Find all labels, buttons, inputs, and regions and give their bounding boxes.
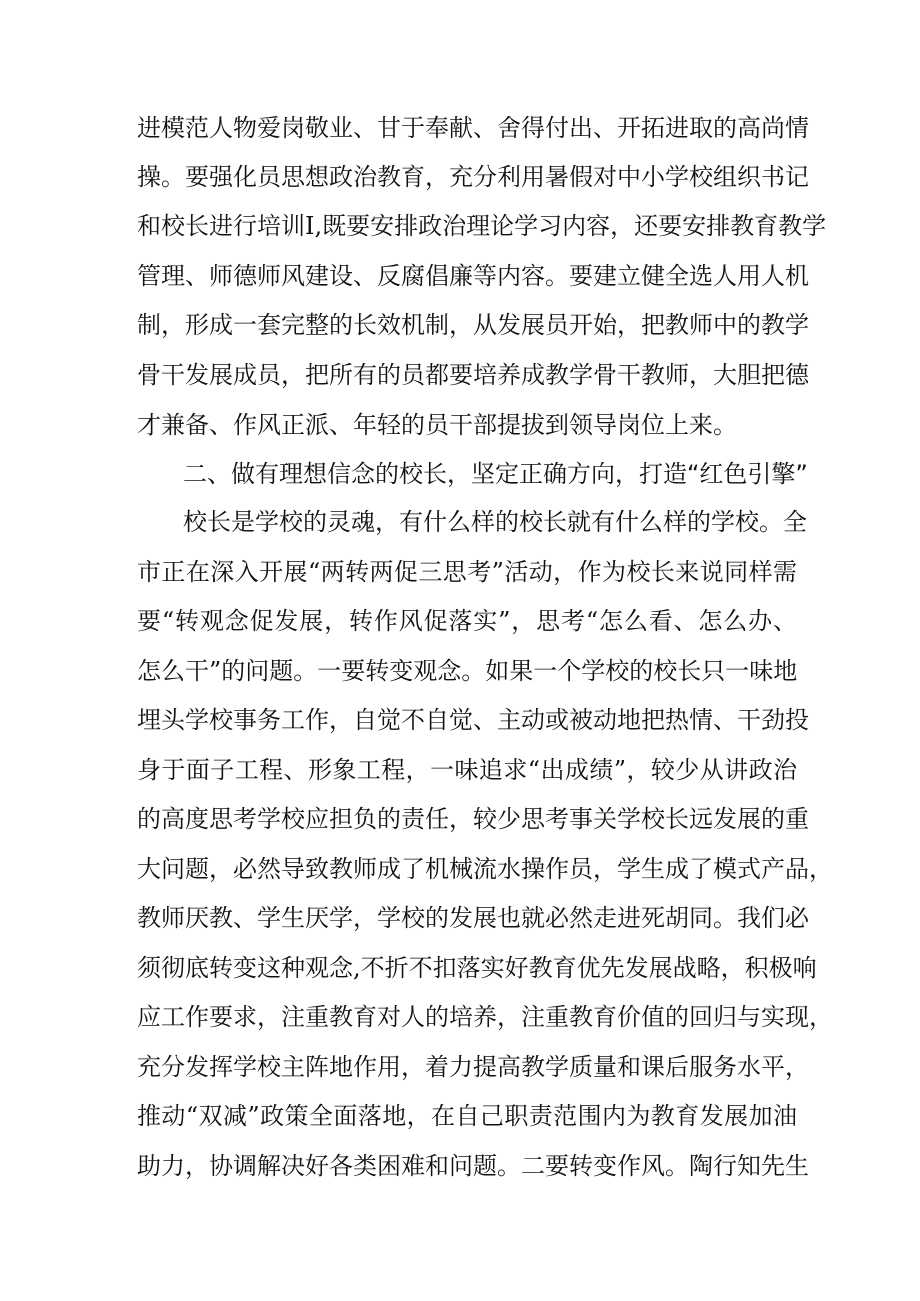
paragraph-2-line-4: 怎么干”的问题。一要转变观念。如果一个学校的校长只一味地 (137, 657, 798, 685)
section-heading: 二、做有理想信念的校长，坚定正确方向，打造“红色引擎” (183, 460, 808, 488)
paragraph-2-line-3: 要“转观念促发展，转作风促落实”，思考“怎么看、怎么办、 (137, 607, 797, 635)
paragraph-2-line-2: 市正在深入开展“两转两促三思考”活动，作为校长来说同样需 (137, 558, 797, 586)
paragraph-2-line-14: 助力，协调解决好各类困难和问题。二要转变作风。陶行知先生 (137, 1152, 809, 1180)
paragraph-1-line-1: 进模范人物爱岗敬业、甘于奉献、舍得付出、开拓进取的高尚情 (137, 114, 809, 142)
paragraph-1-line-4: 管理、师德师风建设、反腐倡廉等内容。要建立健全选人用人机 (137, 262, 809, 290)
paragraph-2-line-9: 教师厌教、学生厌学，学校的发展也就必然走进死胡同。我们必 (137, 904, 809, 932)
paragraph-1-line-7: 才兼备、作风正派、年轻的员干部提拔到领导岗位上来。 (137, 411, 737, 439)
paragraph-2-line-11: 应工作要求，注重教育对人的培养，注重教育价值的回归与实现， (137, 1003, 833, 1031)
paragraph-2-line-12: 充分发挥学校主阵地作用，着力提高教学质量和课后服务水平， (137, 1053, 809, 1081)
paragraph-1-line-3: 和校长进行培训I,既要安排政治理论学习内容，还要安排教育教学 (137, 212, 827, 240)
paragraph-2-line-7: 的高度思考学校应担负的责任，较少思考事关学校长远发展的重 (137, 805, 809, 833)
paragraph-2-line-6: 身于面子工程、形象工程，一味追求“出成绩”，较少从讲政治 (137, 756, 797, 784)
paragraph-1-line-6: 骨干发展成员，把所有的员都要培养成教学骨干教师，大胆把德 (137, 361, 809, 389)
paragraph-2-line-1: 校长是学校的灵魂，有什么样的校长就有什么样的学校。全 (183, 508, 807, 536)
paragraph-2-line-13: 推动“双减”政策全面落地，在自己职责范围内为教育发展加油 (137, 1102, 797, 1130)
paragraph-2-line-5: 埋头学校事务工作，自觉不自觉、主动或被动地把热情、干劲投 (137, 706, 809, 734)
paragraph-2-line-8: 大问题，必然导致教师成了机械流水操作员，学生成了模式产品， (137, 855, 833, 883)
paragraph-1-line-2: 操。要强化员思想政治教育，充分利用暑假对中小学校组织书记 (137, 163, 809, 191)
paragraph-2-line-10: 须彻底转变这种观念,不折不扣落实好教育优先发展战略，积极响 (137, 954, 817, 982)
paragraph-1-line-5: 制，形成一套完整的长效机制，从发展员开始，把教师中的教学 (137, 311, 809, 339)
